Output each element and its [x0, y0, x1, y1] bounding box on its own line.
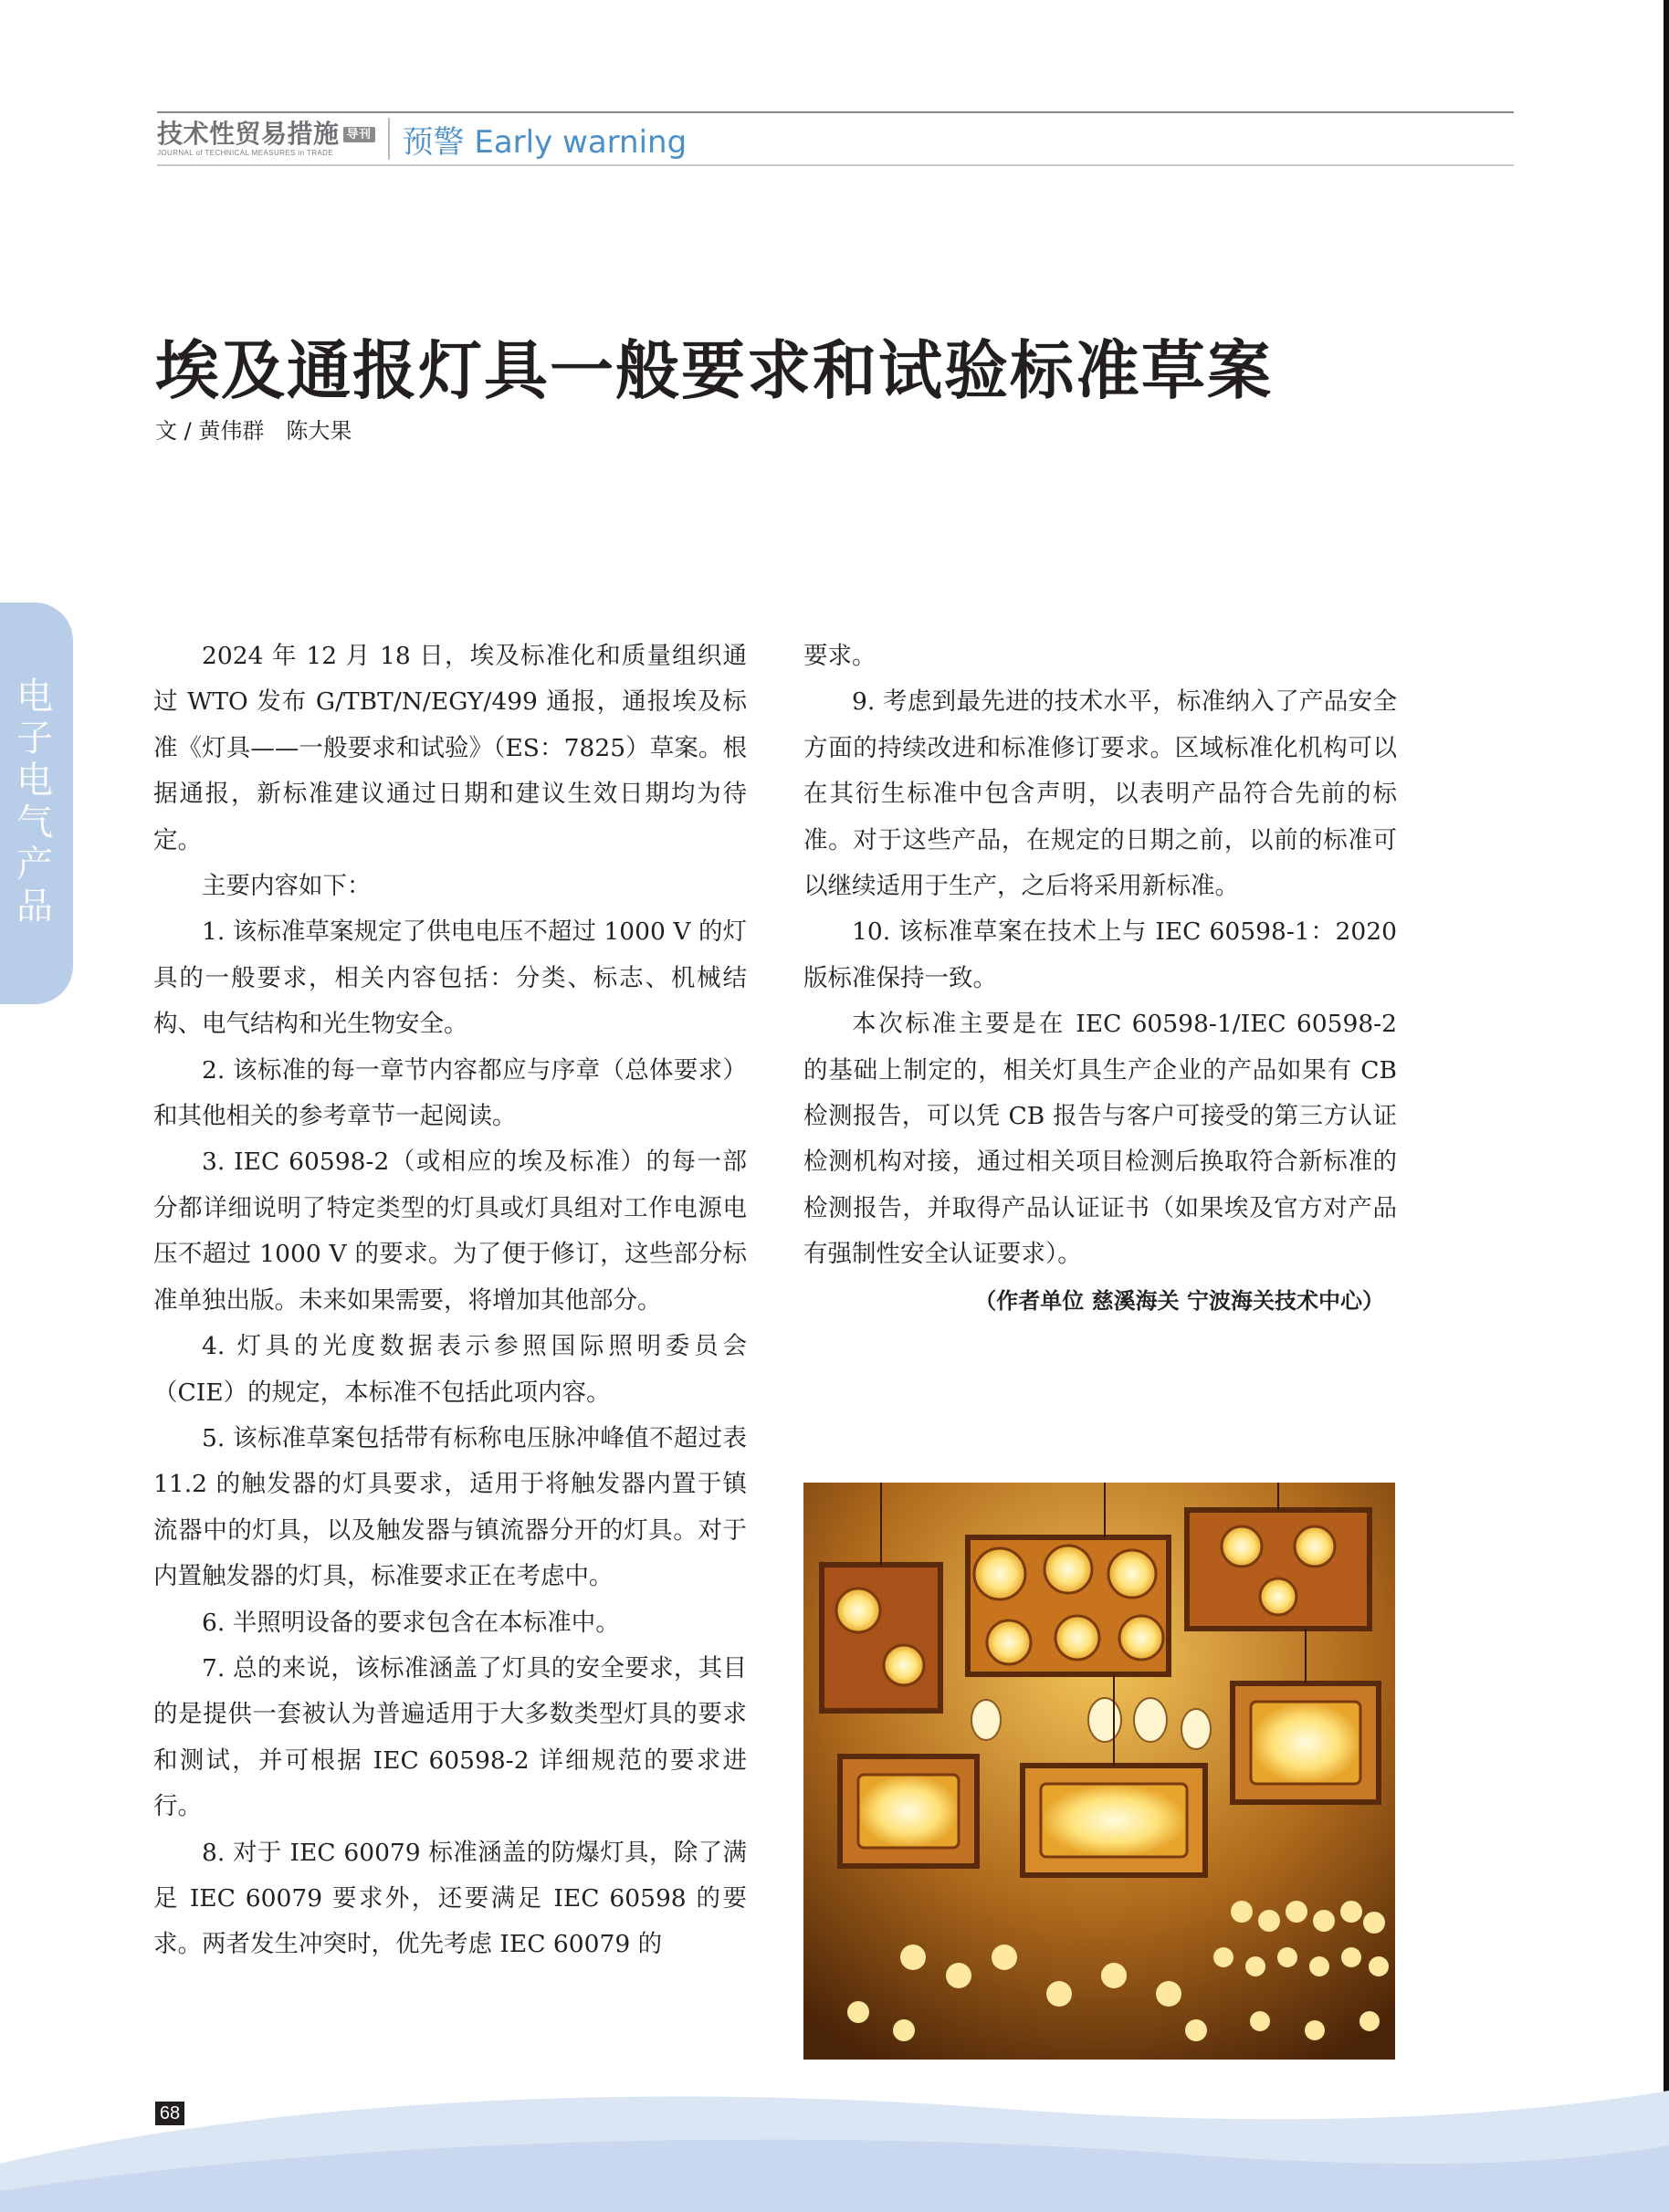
article-byline: 文 / 黄伟群 陈大果 [155, 418, 352, 444]
paragraph: 主要内容如下： [202, 872, 372, 901]
header-bottom-rule [157, 164, 1514, 166]
paragraph: 本次标准主要是在 IEC 60598-1/IEC 60598-2 的基础上制定的，相关灯具生产企业的产品如果有 CB 检测报告，可以凭 CB 报告与客户可接受的第三方认证检测机构对接，通过相关项目检测后换取符合新标准的检测报告，并取得产品认证证书（如果埃及官方对产品有强制性安全认证要求）。 [803, 1010, 1397, 1269]
header-top-rule [157, 111, 1514, 113]
footer-wave [0, 2063, 1669, 2212]
paragraph: 2024 年 12 月 18 日，埃及标准化和质量组织通过 WTO 发布 G/TBT/N/EGY/499 通报，通报埃及标准《灯具——一般要求和试验》（ES：7825）草案。根据通报，新标准建议通过日期和建议生效日期均为待定。 [153, 642, 747, 854]
paragraph: 10. 该标准草案在技术上与 IEC 60598-1：2020 版标准保持一致。 [803, 917, 1397, 992]
paragraph: 2. 该标准的每一章节内容都应与序章（总体要求）和其他相关的参考章节一起阅读。 [153, 1055, 747, 1131]
journal-name: 技术性贸易措施 [157, 118, 340, 149]
journal-logo [157, 118, 390, 160]
paragraph: 9. 考虑到最先进的技术水平，标准纳入了产品安全方面的持续改进和标准修订要求。区域标准化机构可以在其衍生标准中包含声明，以表明产品符合先前的标准。对于这些产品，在规定的日期之前，以前的标准可以继续适用于生产，之后将采用新标准。 [803, 687, 1397, 901]
paragraph: 1. 该标准草案规定了供电电压不超过 1000 V 的灯具的一般要求，相关内容包括：分类、标志、机械结构、电气结构和光生物安全。 [153, 917, 747, 1039]
paragraph: 3. IEC 60598-2（或相应的埃及标准）的每一部分都详细说明了特定类型的灯具或灯具组对工作电源电压不超过 1000 V 的要求。为了便于修订，这些部分标准单独出版。未来如果需要，将增加其他部分。 [153, 1148, 747, 1315]
paragraph: 7. 总的来说，该标准涵盖了灯具的安全要求，其目的是提供一套被认为普遍适用于大多数类型灯具的要求和测试，并可根据 IEC 60598-2 详细规范的要求进行。 [153, 1653, 747, 1821]
article-title: 埃及通报灯具一般要求和试验标准草案 [155, 333, 1273, 408]
paragraph: 5. 该标准草案包括带有标称电压脉冲峰值不超过表 11.2 的触发器的灯具要求，适用于将触发器内置于镇流器中的灯具，以及触发器与镇流器分开的灯具。对于内置触发器的灯具，标准要求正在考虑中。 [153, 1423, 747, 1591]
lamp-photo-illustration [803, 1483, 1395, 2060]
right-column [803, 634, 1397, 1320]
lamp-showroom-photo [803, 1483, 1395, 2060]
section-label: 预警 Early warning [402, 123, 688, 161]
left-column [153, 634, 747, 1968]
side-tab-label: 电子电气产品 [16, 676, 53, 928]
journal-english-name: JOURNAL of TECHNICAL MEASURES in TRADE [157, 148, 334, 157]
journal-badge: 导刊 [343, 127, 375, 142]
page-edge-border [1664, 0, 1669, 2212]
paragraph: 4. 灯具的光度数据表示参照国际照明委员会（CIE）的规定，本标准不包括此项内容。 [153, 1332, 747, 1407]
masthead [157, 115, 687, 162]
author-affiliation: （作者单位 慈溪海关 宁波海关技术中心） [974, 1287, 1384, 1314]
paragraph-continuation: 要求。 [803, 642, 876, 670]
paragraph: 6. 半照明设备的要求包含在本标准中。 [202, 1608, 620, 1637]
paragraph: 8. 对于 IEC 60079 标准涵盖的防爆灯具，除了满足 IEC 60079 要求外，还要满足 IEC 60598 的要求。两者发生冲突时，优先考虑 IEC 60079 的 [153, 1838, 747, 1959]
page-number: 68 [155, 2102, 184, 2125]
